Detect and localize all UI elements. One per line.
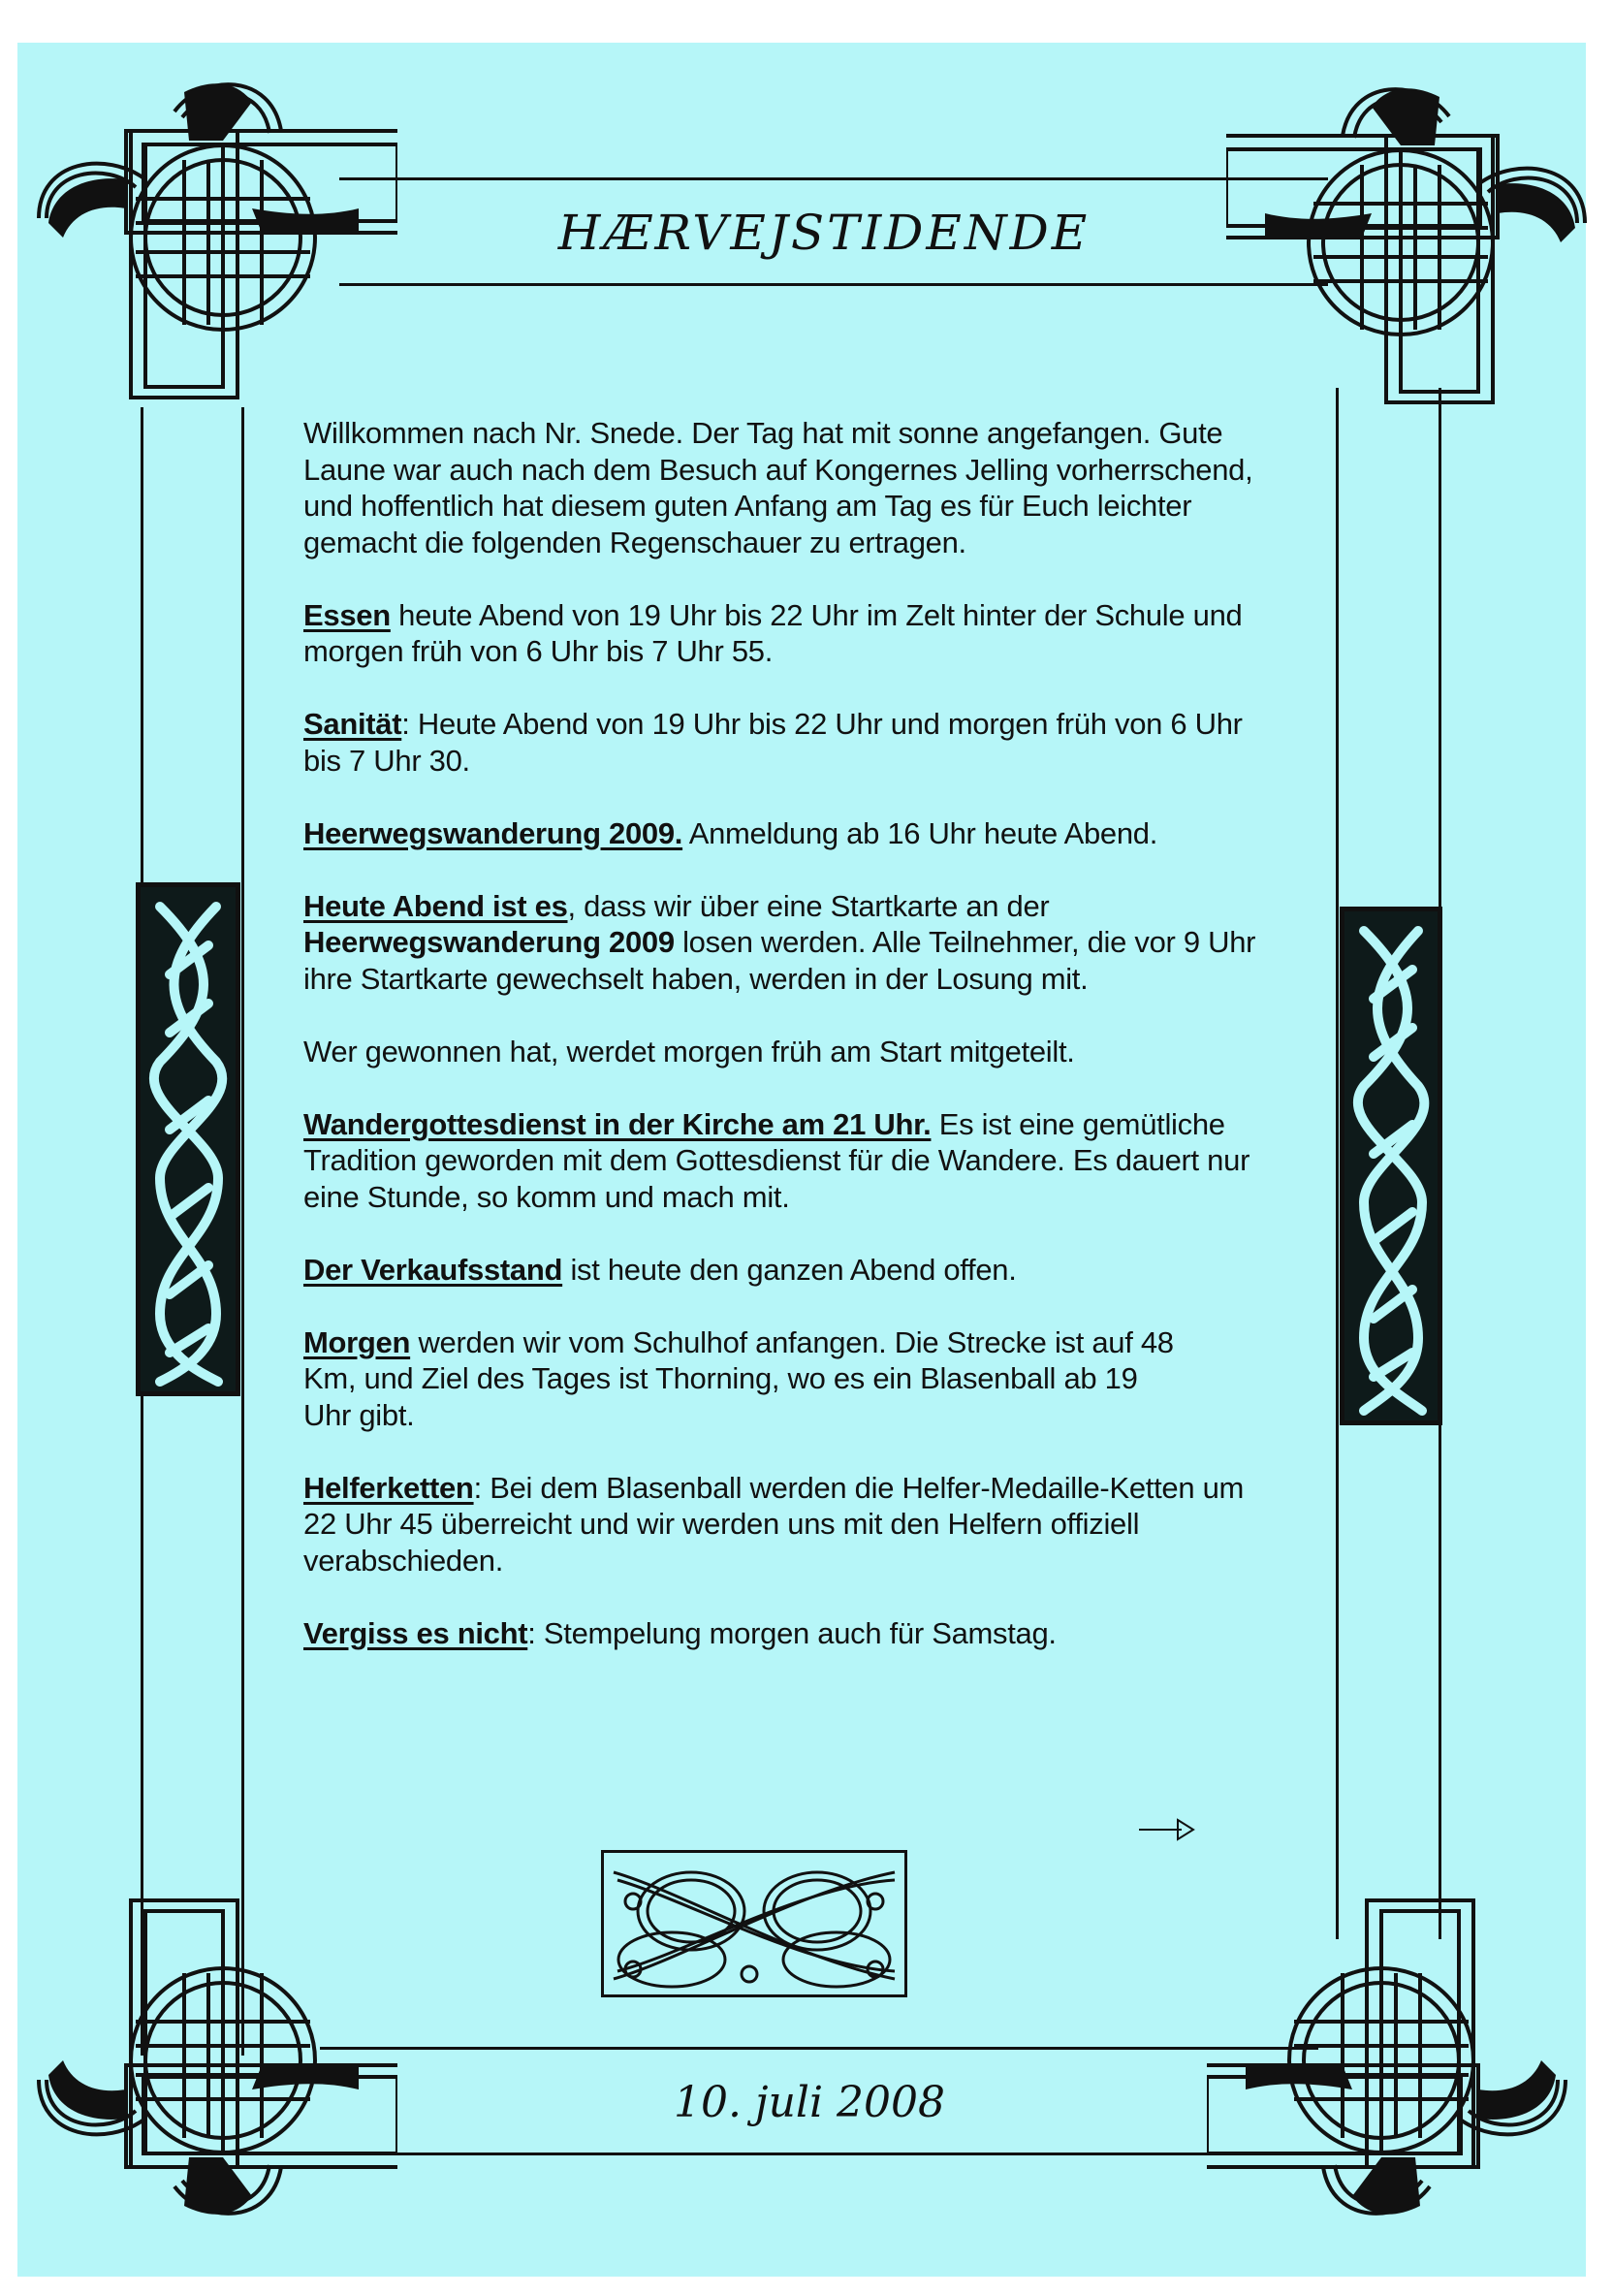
paragraph-text: Anmeldung ab 16 Uhr heute Abend. bbox=[682, 815, 1158, 850]
paragraph-text: Willkommen nach Nr. Snede. Der Tag hat mit sonne angefangen. Gute Laune war auch nach dem Besuch auf Kongernes Jelling vorherrschend, und hoffentlich hat diesem guten Anfang am Tag es für Euch leichter gemacht die folgenden Regenschauer zu ertragen. bbox=[303, 416, 1253, 559]
paragraph-text: Wer gewonnen hat, werdet morgen früh am Start mitgeteilt. bbox=[303, 1034, 1075, 1068]
frame-bottom-inner bbox=[320, 2152, 1318, 2155]
newsletter-body bbox=[303, 415, 1273, 1688]
paragraph-text: losen werden. Alle Teilnehmer, die vor 9 Uhr ihre Startkarte gewechselt haben, werden in der Losung mit. bbox=[303, 925, 1256, 996]
arrow-right-icon bbox=[1139, 1815, 1197, 1844]
paragraph-heading: Helferketten bbox=[303, 1470, 474, 1505]
paragraph-bold-text: Heerwegswanderung 2009 bbox=[303, 925, 675, 959]
paragraph-welcome bbox=[303, 415, 1273, 560]
paragraph-helferketten bbox=[303, 1470, 1273, 1579]
frame-top-outer bbox=[339, 177, 1328, 180]
paragraph-verkaufsstand bbox=[303, 1252, 1273, 1289]
paragraph-text: , dass wir über eine Startkarte an der bbox=[567, 888, 1050, 923]
frame-top-inner bbox=[339, 283, 1328, 286]
title-band bbox=[310, 184, 1299, 281]
paragraph-heading: Morgen bbox=[303, 1324, 411, 1359]
paragraph-heading: Vergiss es nicht bbox=[303, 1615, 528, 1650]
paragraph-heading: Sanität bbox=[303, 707, 402, 741]
paragraph-gewinner bbox=[303, 1034, 1273, 1070]
date-band bbox=[310, 2054, 1299, 2151]
paragraph-sanitaet bbox=[303, 706, 1273, 779]
paragraph-text: werden wir vom Schulhof anfangen. Die Strecke ist auf 48 Km, und Ziel des Tages ist Thorning, wo es ein Blasenball ab 19 Uhr gibt. bbox=[303, 1324, 1174, 1432]
paragraph-text: : Stempelung morgen auch für Samstag. bbox=[527, 1615, 1057, 1650]
paragraph-heading: Essen bbox=[303, 597, 391, 632]
paragraph-text: : Bei dem Blasenball werden die Helfer-Medaille-Ketten um 22 Uhr 45 überreicht und wir werden uns mit den Helfern offiziell verabschieden. bbox=[303, 1470, 1245, 1578]
newsletter-title: HÆRVEJSTIDENDE bbox=[557, 205, 1091, 261]
paragraph-vergiss bbox=[303, 1615, 1273, 1652]
paragraph-text: : Heute Abend von 19 Uhr bis 22 Uhr und morgen früh von 6 Uhr bis 7 Uhr 30. bbox=[303, 707, 1243, 778]
frame-right-outer bbox=[1336, 388, 1339, 1939]
paragraph-heading: Heute Abend ist es bbox=[303, 888, 568, 923]
paragraph-text: Es ist eine gemütliche Tradition geworden mit dem Gottesdienst für die Wandere. Es dauert nur eine Stunde, so komm und mach mit. bbox=[303, 1106, 1250, 1214]
paragraph-heute-abend bbox=[303, 888, 1273, 998]
paragraph-heading: Heerwegswanderung 2009. bbox=[303, 815, 683, 850]
frame-bottom-outer bbox=[320, 2047, 1318, 2050]
paragraph-gottesdienst bbox=[303, 1106, 1273, 1216]
celtic-interlace-icon bbox=[604, 1853, 904, 1994]
celtic-animal-interlace-ornament bbox=[601, 1850, 907, 1997]
celtic-braid-panel-right bbox=[1340, 907, 1442, 1425]
celtic-braid-icon bbox=[1344, 911, 1438, 1420]
paragraph-morgen bbox=[303, 1324, 1176, 1434]
paragraph-essen bbox=[303, 597, 1273, 670]
issue-date: 10. juli 2008 bbox=[673, 2077, 946, 2127]
paragraph-text: heute Abend von 19 Uhr bis 22 Uhr im Zelt hinter der Schule und morgen früh von 6 Uhr bis 7 Uhr 55. bbox=[303, 597, 1243, 668]
celtic-braid-panel-left bbox=[136, 882, 240, 1396]
paragraph-heerwegswanderung bbox=[303, 815, 1273, 852]
paragraph-text: ist heute den ganzen Abend offen. bbox=[562, 1252, 1017, 1287]
frame-left-inner bbox=[241, 407, 244, 2056]
paragraph-heading: Wandergottesdienst in der Kirche am 21 Uhr. bbox=[303, 1106, 932, 1141]
celtic-braid-icon bbox=[141, 887, 236, 1391]
paragraph-heading: Der Verkaufsstand bbox=[303, 1252, 563, 1287]
